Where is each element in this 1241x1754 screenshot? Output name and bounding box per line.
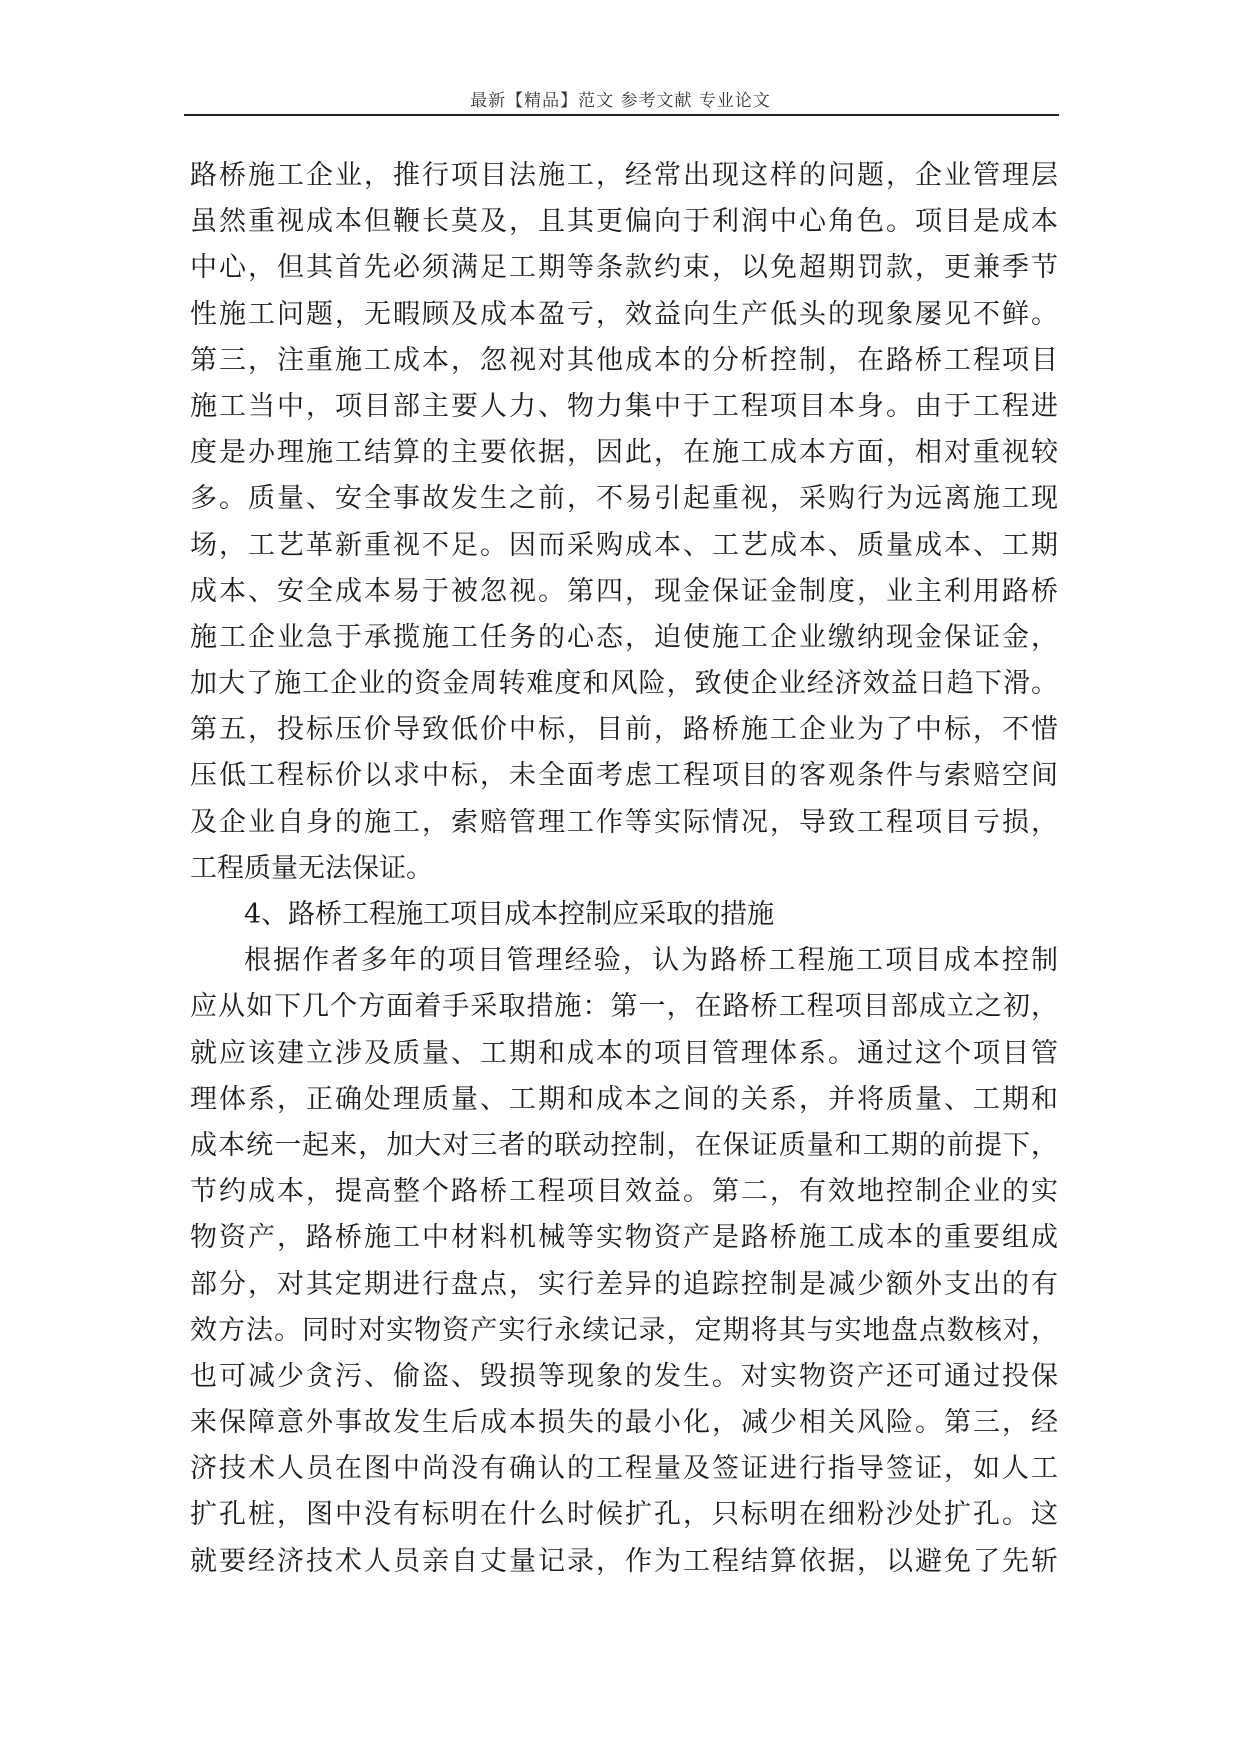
text-line: 也可减少贪污、偷盗、毁损等现象的发生。对实物资产还可通过投保 <box>190 1360 1058 1392</box>
text-line: 成本、安全成本易于被忽视。第四，现金保证金制度，业主利用路桥 <box>190 575 1058 607</box>
text-line: 物资产，路桥施工中材料机械等实物资产是路桥施工成本的重要组成 <box>190 1222 1058 1254</box>
body-text <box>190 153 1058 1585</box>
section-heading: 4、路桥工程施工项目成本控制应采取的措施 <box>244 899 775 930</box>
text-line: 路桥施工企业，推行项目法施工，经常出现这样的问题，企业管理层 <box>190 160 1058 191</box>
text-line: 成本统一起来，加大对三者的联动控制，在保证质量和工期的前提下， <box>190 1129 1058 1161</box>
text-line: 压低工程标价以求中标，未全面考虑工程项目的客观条件与索赔空间 <box>190 760 1058 792</box>
text-line: 应从如下几个方面着手采取措施：第一，在路桥工程项目部成立之初， <box>190 991 1058 1023</box>
text-line: 第三，注重施工成本，忽视对其他成本的分析控制，在路桥工程项目 <box>190 344 1058 376</box>
text-line: 效方法。同时对实物资产实行永续记录，定期将其与实地盘点数核对， <box>190 1314 1058 1346</box>
text-line: 来保障意外事故发生后成本损失的最小化，减少相关风险。第三，经 <box>190 1407 1058 1439</box>
text-line: 中心，但其首先必须满足工期等条款约束，以免超期罚款，更兼季节 <box>190 252 1058 284</box>
text-line: 部分，对其定期进行盘点，实行差异的追踪控制是减少额外支出的有 <box>190 1268 1058 1300</box>
text-line: 第五，投标压价导致低价中标，目前，路桥施工企业为了中标，不惜 <box>190 714 1058 746</box>
text-line: 性施工问题，无暇顾及成本盈亏，效益向生产低头的现象屡见不鲜。 <box>190 298 1058 330</box>
text-line: 济技术人员在图中尚没有确认的工程量及签证进行指导签证，如人工 <box>190 1453 1058 1485</box>
text-line: 根据作者多年的项目管理经验，认为路桥工程施工项目成本控制 <box>244 945 1058 977</box>
page-header: 最新【精品】范文 参考文献 专业论文 <box>470 91 771 111</box>
text-line: 施工当中，项目部主要人力、物力集中于工程项目本身。由于工程进 <box>190 390 1058 422</box>
text-line: 施工企业急于承揽施工任务的心态，迫使施工企业缴纳现金保证金， <box>190 621 1058 653</box>
text-line: 度是办理施工结算的主要依据，因此，在施工成本方面，相对重视较 <box>190 437 1058 469</box>
text-line: 就应该建立涉及质量、工期和成本的项目管理体系。通过这个项目管 <box>190 1037 1058 1069</box>
text-line: 就要经济技术人员亲自丈量记录，作为工程结算依据，以避免了先斩 <box>190 1545 1058 1577</box>
text-line: 加大了施工企业的资金周转难度和风险，致使企业经济效益日趋下滑。 <box>190 668 1058 700</box>
text-line: 及企业自身的施工，索赔管理工作等实际情况，导致工程项目亏损， <box>190 806 1058 838</box>
text-line: 虽然重视成本但鞭长莫及，且其更偏向于利润中心角色。项目是成本 <box>190 206 1058 238</box>
text-line: 扩孔桩，图中没有标明在什么时候扩孔，只标明在细粉沙处扩孔。这 <box>190 1499 1058 1531</box>
text-line: 工程质量无法保证。 <box>190 852 433 884</box>
header-divider <box>184 114 1059 116</box>
text-line: 多。质量、安全事故发生之前，不易引起重视，采购行为远离施工现 <box>190 483 1058 515</box>
text-line: 理体系，正确处理质量、工期和成本之间的关系，并将质量、工期和 <box>190 1083 1058 1115</box>
text-line: 场，工艺革新重视不足。因而采购成本、工艺成本、质量成本、工期 <box>190 529 1058 561</box>
text-line: 节约成本，提高整个路桥工程项目效益。第二，有效地控制企业的实 <box>190 1176 1058 1208</box>
